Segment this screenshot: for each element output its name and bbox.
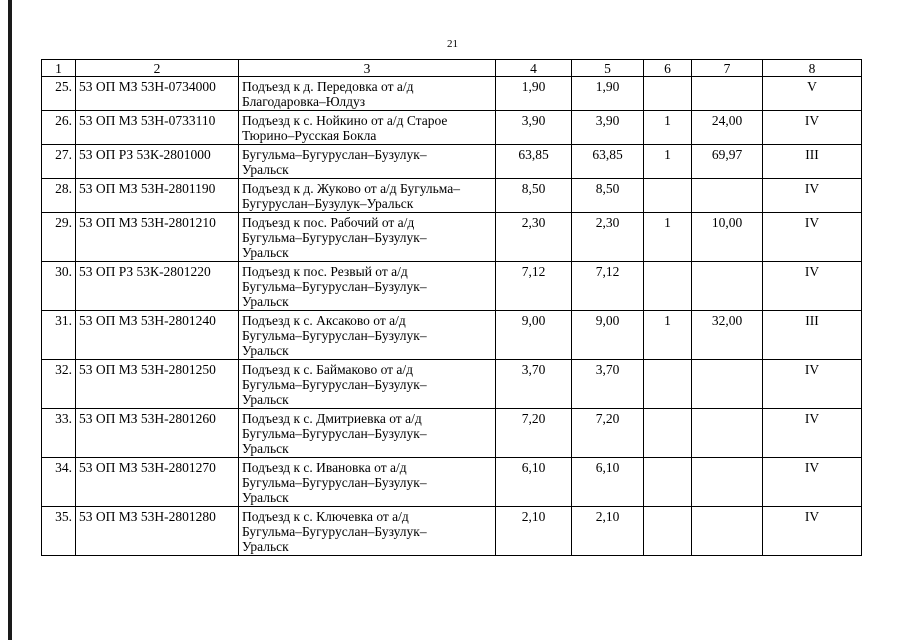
value-cell-6: 1	[644, 145, 692, 179]
road-code-cell: 53 ОП МЗ 53Н-0733110	[76, 111, 239, 145]
table-row	[42, 458, 862, 507]
category-cell: III	[763, 311, 862, 360]
value-cell-7: 10,00	[692, 213, 763, 262]
row-number-cell: 28.	[42, 179, 76, 213]
value-cell-4: 3,90	[496, 111, 572, 145]
road-name-cell	[239, 360, 496, 409]
road-name-cell	[239, 262, 496, 311]
road-name-line: Бугульма–Бугуруслан–Бузулук–	[242, 475, 427, 490]
table-header-row	[42, 60, 862, 77]
road-code-cell: 53 ОП МЗ 53Н-2801280	[76, 507, 239, 556]
value-cell-7	[692, 360, 763, 409]
column-header-7: 7	[692, 60, 763, 77]
value-cell-7	[692, 409, 763, 458]
value-cell-4: 9,00	[496, 311, 572, 360]
table-row	[42, 507, 862, 556]
column-header-5: 5	[572, 60, 644, 77]
road-name-line: Подъезд к с. Баймаково от а/д	[242, 362, 414, 377]
value-cell-6	[644, 262, 692, 311]
page-number: 21	[447, 38, 458, 50]
value-cell-5: 3,90	[572, 111, 644, 145]
road-name-line: Подъезд к пос. Рабочий от а/д	[242, 215, 415, 230]
road-name-line: Уральск	[242, 441, 289, 456]
value-cell-4: 6,10	[496, 458, 572, 507]
road-name-line: Уральск	[242, 490, 289, 505]
roads-table	[41, 59, 862, 556]
row-number-cell: 26.	[42, 111, 76, 145]
road-name-line: Уральск	[242, 343, 289, 358]
road-code-cell: 53 ОП РЗ 53К-2801220	[76, 262, 239, 311]
value-cell-6	[644, 409, 692, 458]
value-cell-4: 63,85	[496, 145, 572, 179]
row-number-cell: 27.	[42, 145, 76, 179]
category-cell: IV	[763, 360, 862, 409]
value-cell-7	[692, 77, 763, 111]
road-name-line: Бугульма–Бугуруслан–Бузулук–	[242, 524, 427, 539]
road-name-cell	[239, 458, 496, 507]
row-number-cell: 32.	[42, 360, 76, 409]
road-code-cell: 53 ОП МЗ 53Н-2801210	[76, 213, 239, 262]
value-cell-5: 63,85	[572, 145, 644, 179]
value-cell-5: 2,10	[572, 507, 644, 556]
road-name-line: Бугуруслан–Бузулук–Уральск	[242, 196, 414, 211]
table-body	[42, 77, 862, 556]
value-cell-7: 24,00	[692, 111, 763, 145]
value-cell-4: 3,70	[496, 360, 572, 409]
value-cell-5: 8,50	[572, 179, 644, 213]
value-cell-7	[692, 262, 763, 311]
value-cell-6	[644, 179, 692, 213]
value-cell-7	[692, 458, 763, 507]
column-header-3: 3	[239, 60, 496, 77]
road-code-cell: 53 ОП РЗ 53К-2801000	[76, 145, 239, 179]
category-cell: IV	[763, 507, 862, 556]
road-name-cell	[239, 77, 496, 111]
value-cell-4: 7,12	[496, 262, 572, 311]
road-name-cell	[239, 311, 496, 360]
row-number-cell: 31.	[42, 311, 76, 360]
value-cell-6	[644, 360, 692, 409]
road-name-line: Уральск	[242, 162, 289, 177]
table-row	[42, 111, 862, 145]
category-cell: V	[763, 77, 862, 111]
road-name-line: Бугульма–Бугуруслан–Бузулук–	[242, 328, 427, 343]
road-name-line: Подъезд к с. Дмитриевка от а/д	[242, 411, 422, 426]
value-cell-4: 2,10	[496, 507, 572, 556]
category-cell: IV	[763, 213, 862, 262]
road-name-cell	[239, 213, 496, 262]
category-cell: IV	[763, 262, 862, 311]
row-number-cell: 30.	[42, 262, 76, 311]
category-cell: IV	[763, 179, 862, 213]
value-cell-4: 1,90	[496, 77, 572, 111]
road-name-cell	[239, 111, 496, 145]
value-cell-4: 8,50	[496, 179, 572, 213]
page-edge-mark	[8, 0, 12, 640]
column-header-1: 1	[42, 60, 76, 77]
table-row	[42, 77, 862, 111]
table-row	[42, 213, 862, 262]
category-cell: IV	[763, 111, 862, 145]
road-code-cell: 53 ОП МЗ 53Н-2801270	[76, 458, 239, 507]
category-cell: IV	[763, 409, 862, 458]
value-cell-6: 1	[644, 111, 692, 145]
road-name-line: Бугульма–Бугуруслан–Бузулук–	[242, 377, 427, 392]
value-cell-6: 1	[644, 213, 692, 262]
road-name-line: Уральск	[242, 539, 289, 554]
road-code-cell: 53 ОП МЗ 53Н-2801240	[76, 311, 239, 360]
road-name-line: Подъезд к пос. Резвый от а/д	[242, 264, 408, 279]
road-name-line: Уральск	[242, 392, 289, 407]
road-name-line: Подъезд к с. Аксаково от а/д	[242, 313, 406, 328]
value-cell-4: 2,30	[496, 213, 572, 262]
value-cell-4: 7,20	[496, 409, 572, 458]
road-code-cell: 53 ОП МЗ 53Н-0734000	[76, 77, 239, 111]
road-name-line: Подъезд к с. Нойкино от а/д Старое	[242, 113, 448, 128]
table-row	[42, 179, 862, 213]
value-cell-7	[692, 179, 763, 213]
value-cell-5: 9,00	[572, 311, 644, 360]
road-name-cell	[239, 179, 496, 213]
value-cell-5: 1,90	[572, 77, 644, 111]
road-name-line: Уральск	[242, 245, 289, 260]
road-name-line: Бугульма–Бугуруслан–Бузулук–	[242, 147, 427, 162]
road-code-cell: 53 ОП МЗ 53Н-2801260	[76, 409, 239, 458]
row-number-cell: 33.	[42, 409, 76, 458]
value-cell-6	[644, 77, 692, 111]
road-name-line: Бугульма–Бугуруслан–Бузулук–	[242, 230, 427, 245]
value-cell-5: 3,70	[572, 360, 644, 409]
road-name-cell	[239, 145, 496, 179]
road-name-line: Подъезд к д. Жуково от а/д Бугульма–	[242, 181, 460, 196]
road-name-line: Бугульма–Бугуруслан–Бузулук–	[242, 426, 427, 441]
value-cell-5: 6,10	[572, 458, 644, 507]
table-row	[42, 262, 862, 311]
road-name-line: Подъезд к с. Ключевка от а/д	[242, 509, 409, 524]
value-cell-5: 7,20	[572, 409, 644, 458]
road-name-line: Уральск	[242, 294, 289, 309]
value-cell-6	[644, 507, 692, 556]
table-row	[42, 409, 862, 458]
value-cell-5: 2,30	[572, 213, 644, 262]
road-name-line: Благодаровка–Юлдуз	[242, 94, 366, 109]
column-header-4: 4	[496, 60, 572, 77]
table-row	[42, 360, 862, 409]
row-number-cell: 25.	[42, 77, 76, 111]
category-cell: III	[763, 145, 862, 179]
table-row	[42, 145, 862, 179]
row-number-cell: 34.	[42, 458, 76, 507]
road-name-cell	[239, 409, 496, 458]
value-cell-6	[644, 458, 692, 507]
road-name-line: Подъезд к с. Ивановка от а/д	[242, 460, 407, 475]
road-name-line: Бугульма–Бугуруслан–Бузулук–	[242, 279, 427, 294]
value-cell-6: 1	[644, 311, 692, 360]
row-number-cell: 35.	[42, 507, 76, 556]
road-name-line: Тюрино–Русская Бокла	[242, 128, 377, 143]
value-cell-7	[692, 507, 763, 556]
value-cell-7: 69,97	[692, 145, 763, 179]
column-header-6: 6	[644, 60, 692, 77]
column-header-2: 2	[76, 60, 239, 77]
column-header-8: 8	[763, 60, 862, 77]
table-row	[42, 311, 862, 360]
row-number-cell: 29.	[42, 213, 76, 262]
road-name-line: Подъезд к д. Передовка от а/д	[242, 79, 414, 94]
road-name-cell	[239, 507, 496, 556]
value-cell-5: 7,12	[572, 262, 644, 311]
category-cell: IV	[763, 458, 862, 507]
value-cell-7: 32,00	[692, 311, 763, 360]
road-code-cell: 53 ОП МЗ 53Н-2801250	[76, 360, 239, 409]
road-code-cell: 53 ОП МЗ 53Н-2801190	[76, 179, 239, 213]
